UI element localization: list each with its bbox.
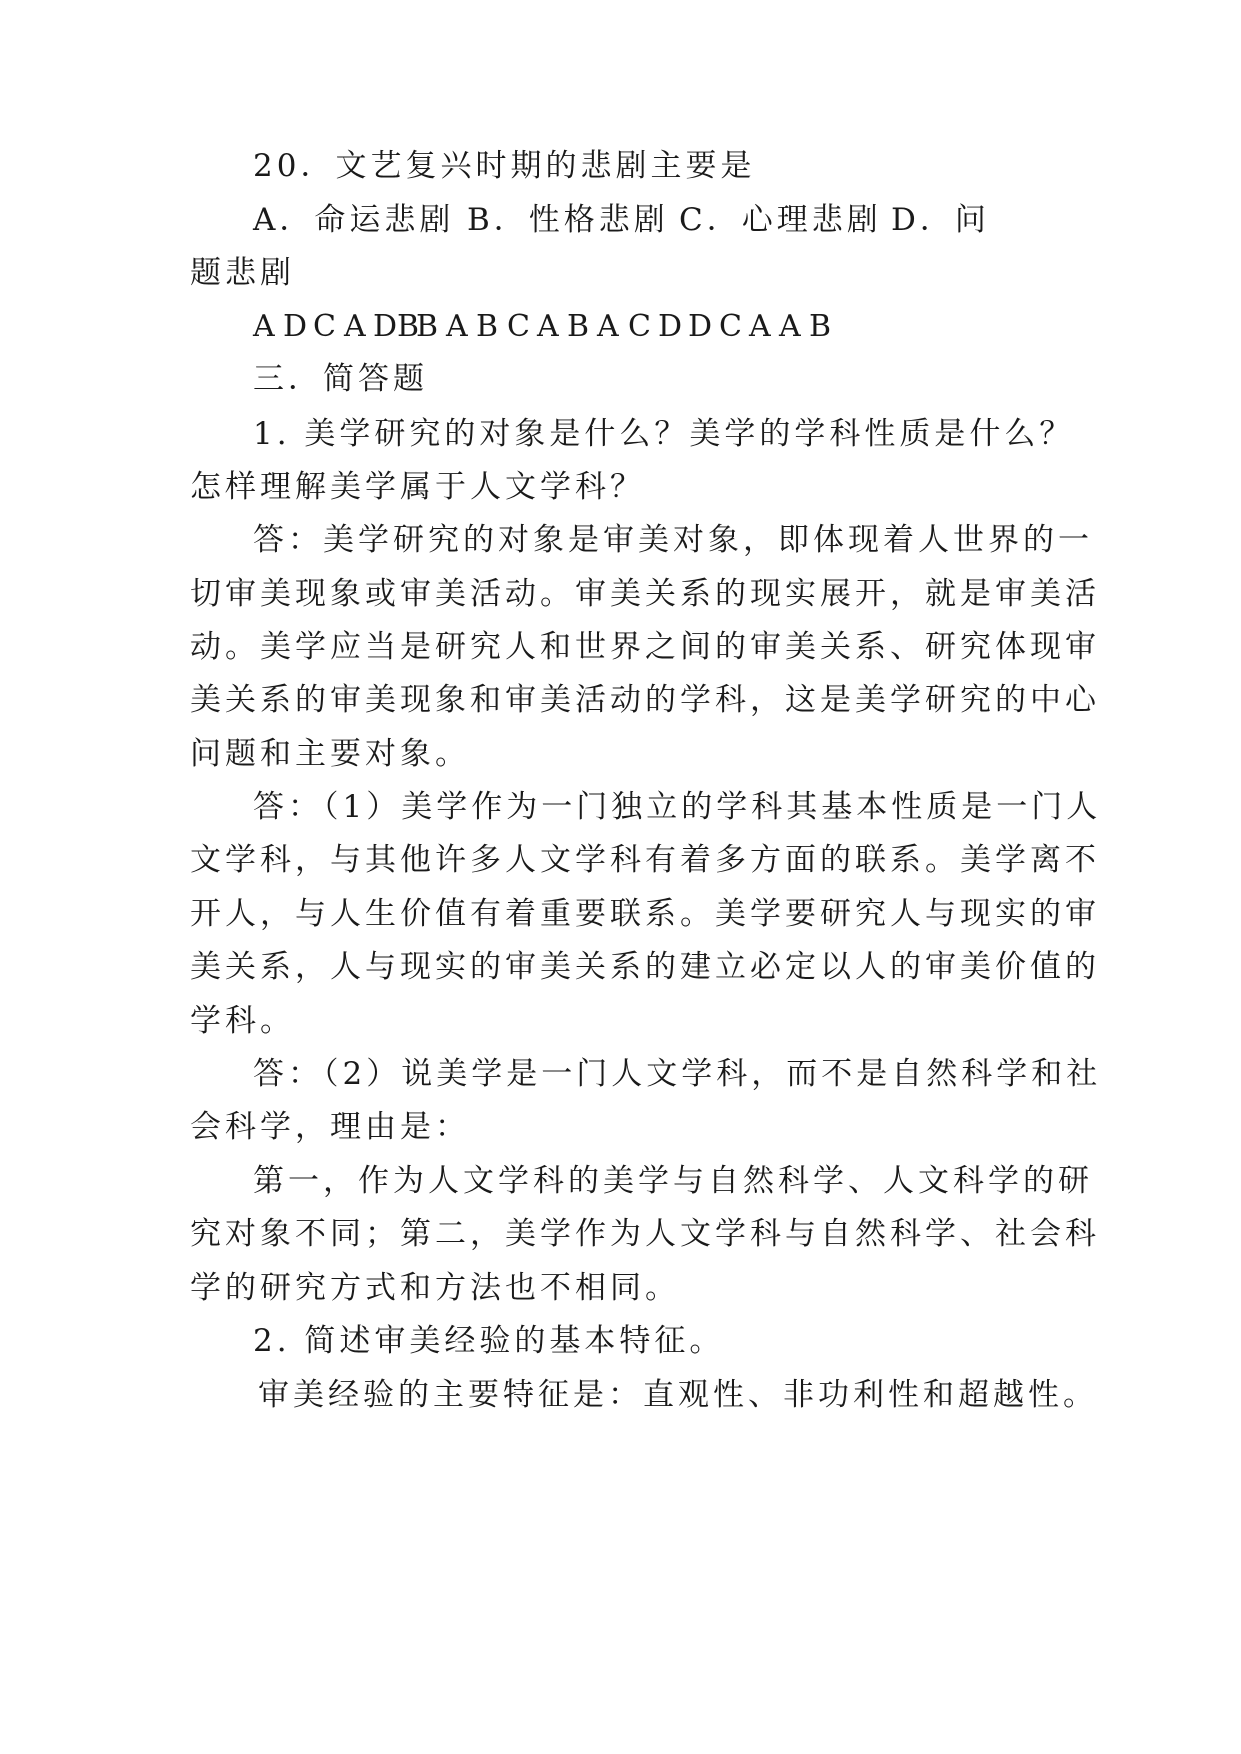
answer-3-line-1: 答：（2）说美学是一门人文学科，而不是自然科学和社 [253, 1056, 1102, 1092]
answer-key-item: DB [373, 309, 420, 344]
answer-2-line-4: 美关系，人与现实的审美关系的建立必定以人的审美价值的 [190, 949, 1100, 985]
answer-2-line-2: 文学科，与其他许多人文学科有着多方面的联系。美学离不 [190, 842, 1100, 878]
section-heading: 三．简答题 [253, 361, 428, 397]
answer-3-line-2: 会科学，理由是： [190, 1109, 470, 1145]
answer-4-line-1: 第一，作为人文学科的美学与自然科学、人文科学的研 [253, 1163, 1093, 1199]
answer-key-item: B [416, 309, 439, 344]
option-d-continued: 题悲剧 [190, 255, 295, 291]
option-d: D．问 [891, 202, 990, 238]
option-c: C．心理悲剧 [679, 202, 882, 238]
answer-key-item: C [719, 309, 742, 344]
answer-1-line-1: 答：美学研究的对象是审美对象，即体现着人世界的一 [253, 522, 1093, 558]
question-20: 20．文艺复兴时期的悲剧主要是 [253, 148, 756, 184]
answer-2-line-1: 答：（1）美学作为一门独立的学科其基本性质是一门人 [253, 789, 1102, 825]
answer-key-item: C [507, 309, 530, 344]
answer-key-item: D [283, 309, 308, 344]
answer-key-item: A [253, 309, 275, 344]
answer-key-item: D [688, 309, 713, 344]
answer-key-item: A [344, 309, 366, 344]
answer-key-item: A [537, 309, 559, 344]
answer-4-line-2: 究对象不同；第二，美学作为人文学科与自然科学、社会科 [190, 1216, 1100, 1252]
question-1-line-1: 1. 美学研究的对象是什么？美学的学科性质是什么？ [253, 416, 1075, 452]
answer-key-item: C [628, 309, 651, 344]
question-2-answer: 审美经验的主要特征是：直观性、非功利性和超越性。 [258, 1377, 1098, 1413]
answer-1-line-5: 问题和主要对象。 [190, 736, 470, 772]
answer-key-item: A [446, 309, 468, 344]
answer-key-item: C [313, 309, 336, 344]
answer-key-item: B [809, 309, 832, 344]
answer-key-item: D [658, 309, 683, 344]
answer-2-line-3: 开人，与人生价值有着重要联系。美学要研究人与现实的审 [190, 896, 1100, 932]
answer-key-item: A [779, 309, 801, 344]
answer-key-item: B [476, 309, 499, 344]
answer-4-line-3: 学的研究方式和方法也不相同。 [190, 1270, 680, 1306]
answer-1-line-4: 美关系的审美现象和审美活动的学科，这是美学研究的中心 [190, 682, 1100, 718]
answer-1-line-3: 动。美学应当是研究人和世界之间的审美关系、研究体现审 [190, 629, 1100, 665]
option-b: B．性格悲剧 [467, 202, 669, 238]
answer-2-line-5: 学科。 [190, 1003, 295, 1039]
answer-1-line-2: 切审美现象或审美活动。审美关系的现实展开，就是审美活 [190, 576, 1100, 612]
question-1-line-2: 怎样理解美学属于人文学科？ [190, 469, 645, 505]
answer-key-item: A [597, 309, 619, 344]
question-2: 2. 简述审美经验的基本特征。 [253, 1323, 725, 1359]
answer-key-item: B [567, 309, 590, 344]
answer-key-item: A [749, 309, 771, 344]
option-a: A．命运悲剧 [253, 202, 455, 238]
